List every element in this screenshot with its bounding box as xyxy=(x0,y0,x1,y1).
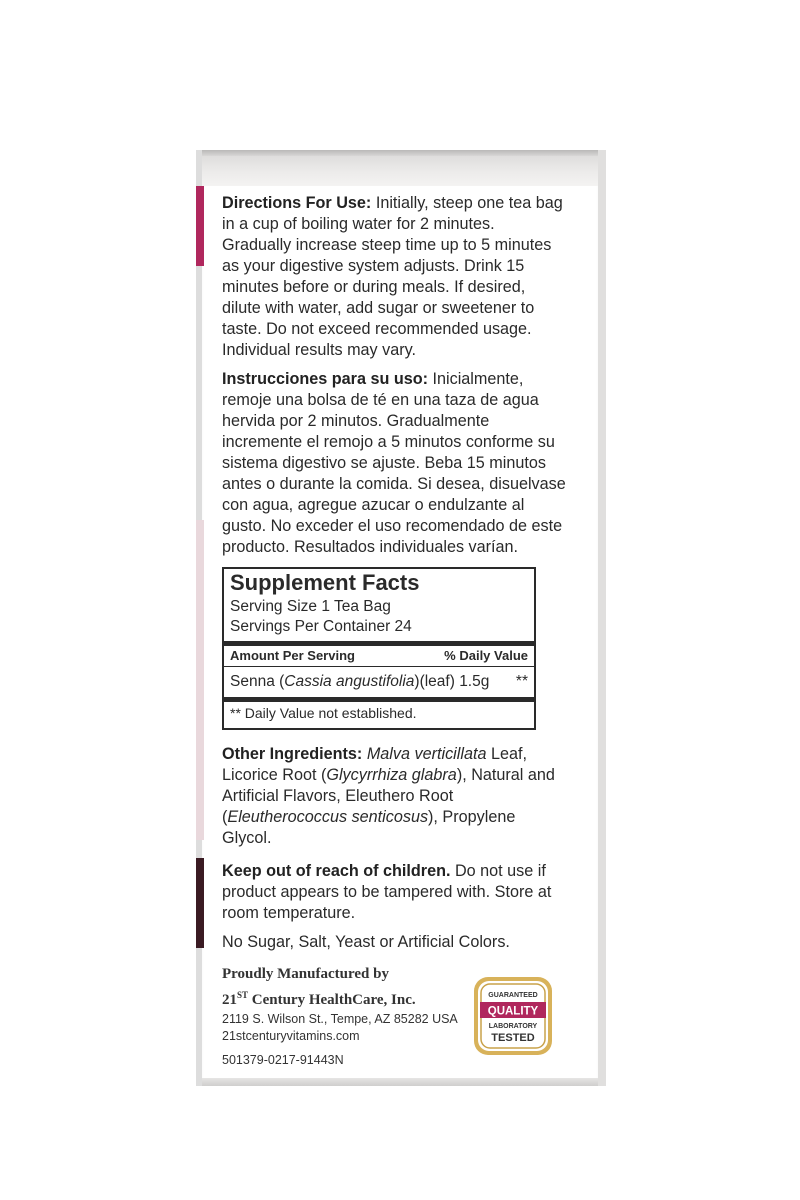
manufacturer-website: 21stcenturyvitamins.com xyxy=(222,1029,360,1043)
company-prefix: 21 xyxy=(222,992,237,1008)
oi-text-3: ), Natural and Artificial Flavors, Eleuthero Root ( xyxy=(222,766,555,826)
manufacturer-company xyxy=(222,984,472,1011)
dark-edge-stripe xyxy=(196,858,204,948)
box-top-edge xyxy=(196,150,606,187)
company-sup: ST xyxy=(237,990,249,1000)
directions-english xyxy=(222,193,567,361)
daily-value-footnote: ** Daily Value not established. xyxy=(224,697,534,724)
directions-text: Initially, steep one tea bag in a cup of boiling water for 2 minutes. Gradually increase steep time up to 5 minutes as your digestive system adjusts. Drink 15 minutes before or during meals. If desired, dilute with water, add sugar or sweetener to taste. Do not exceed recommended usage. Individual results may vary. xyxy=(222,194,563,359)
senna-daily-value: ** xyxy=(515,673,528,690)
directions-spanish xyxy=(222,369,567,558)
oi-latin-2: Glycyrrhiza glabra xyxy=(326,766,457,784)
instrucciones-heading: Instrucciones para su uso: xyxy=(222,370,428,388)
supplement-facts-panel xyxy=(222,567,536,730)
servings-per-container: Servings Per Container 24 xyxy=(230,618,412,635)
other-ingredients-heading: Other Ingredients: xyxy=(222,745,363,763)
oi-text-2: Leaf, Licorice Root ( xyxy=(222,745,527,784)
supplement-facts-title: Supplement Facts xyxy=(230,570,420,595)
oi-text-4: ), Propylene Glycol. xyxy=(222,808,516,847)
seal-bottom-text: TESTED xyxy=(491,1032,535,1044)
magenta-edge-stripe xyxy=(196,186,204,266)
box-bottom-edge xyxy=(196,1078,606,1086)
senna-latin-name: Cassia angustifolia xyxy=(284,673,415,690)
amount-per-serving-header: Amount Per Serving xyxy=(230,648,355,663)
instrucciones-text: Inicialmente, remoje una bolsa de té en una taza de agua hervida por 2 minutos. Gradualmente incremente el remojo a 5 minutos conforme su sistema digestivo se ajuste. Beba 15 minutos antes o durante la comida. Si desea, disuelvase con agua, agregue azucar o endulzante al gusto. No exceder el uso recomendado de este producto. Resultados individuales varían. xyxy=(222,370,566,556)
pink-edge-stripe xyxy=(196,520,204,840)
senna-name: Senna ( xyxy=(230,673,285,690)
seal-top-text: GUARANTEED xyxy=(488,992,538,999)
warning-heading: Keep out of reach of children. xyxy=(222,862,451,880)
other-ingredients xyxy=(222,744,567,849)
oi-latin-1: Malva verticillata xyxy=(366,745,487,763)
free-from-statement: No Sugar, Salt, Yeast or Artificial Colors. xyxy=(222,933,510,951)
manufacturer-address: 2119 S. Wilson St., Tempe, AZ 85282 USA xyxy=(222,1012,458,1026)
company-rest: Century HealthCare, Inc. xyxy=(248,992,416,1008)
label-content xyxy=(222,193,567,961)
box-right-edge xyxy=(598,150,606,1086)
serving-size: Serving Size 1 Tea Bag xyxy=(230,598,391,615)
senna-ingredient xyxy=(230,667,489,697)
warning-text: Do not use if product appears to be tampered with. Store at room temperature. xyxy=(222,862,552,922)
senna-amount: )(leaf) 1.5g xyxy=(414,673,490,690)
daily-value-header: % Daily Value xyxy=(444,648,528,663)
facts-header-row xyxy=(224,646,534,666)
seal-sub-text: LABORATORY xyxy=(488,1023,538,1030)
seal-main-text: QUALITY xyxy=(487,1005,539,1018)
product-code: 501379-0217-91443N xyxy=(222,1053,344,1067)
manufacturer-title: Proudly Manufactured by xyxy=(222,966,389,982)
directions-heading: Directions For Use: xyxy=(222,194,372,212)
quality-seal-icon xyxy=(472,975,554,1057)
manufacturer-block xyxy=(222,965,472,1069)
senna-row xyxy=(224,667,534,697)
warning xyxy=(222,861,567,924)
oi-latin-3: Eleutherococcus senticosus xyxy=(227,808,429,826)
